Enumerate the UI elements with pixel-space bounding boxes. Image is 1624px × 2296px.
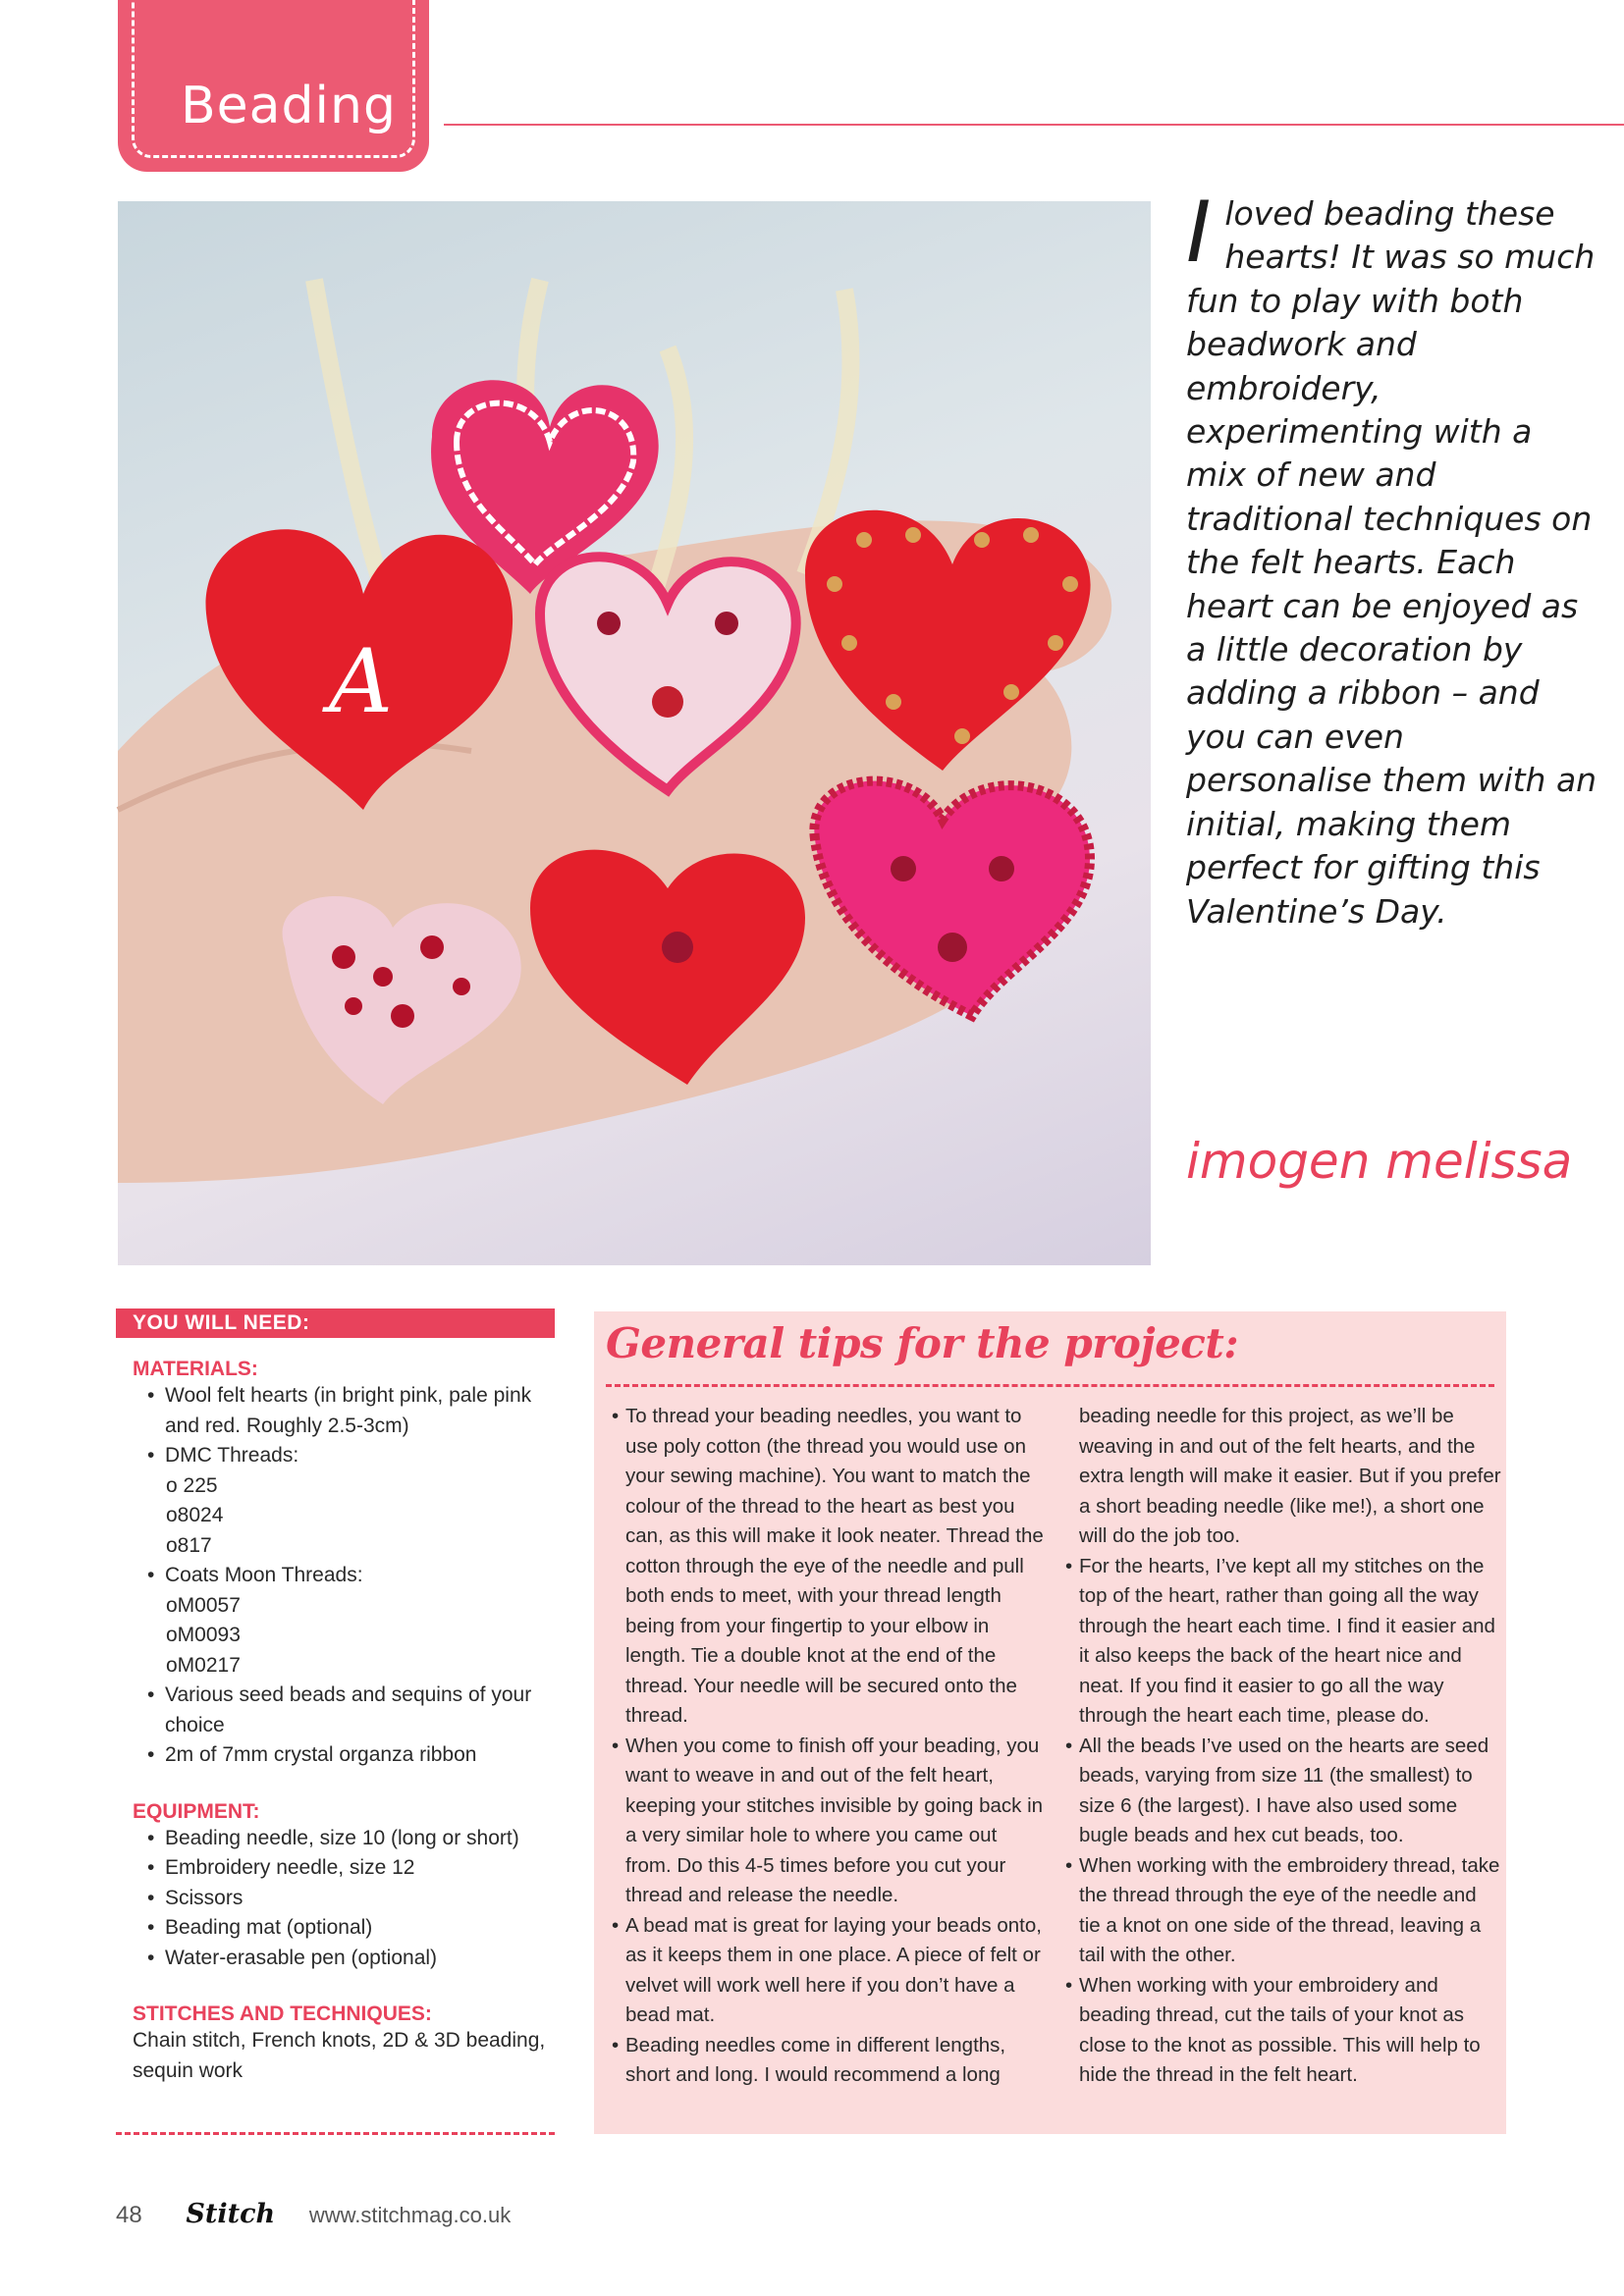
hearts-photo <box>118 201 1151 1265</box>
list-item: • Embroidery needle, size 12 <box>133 1853 555 1884</box>
tip-text: When you come to finish off your beading, you want to weave in and out of the felt heart, keeping your stitches invisible by going back in a very similar hole to where you came out from. Do this 4-5 times before you cut your thread and release the needle. <box>625 1734 1044 1906</box>
bead <box>597 612 621 635</box>
bead <box>891 856 916 881</box>
bead <box>652 686 683 718</box>
list-item: oM0057 <box>166 1593 241 1617</box>
list-item: • Scissors <box>133 1884 555 1914</box>
tip-item: • When you come to finish off your beading, you want to weave in and out of the felt heart, keeping your stitches invisible by going back in a very similar hole to where you came out from. Do this 4-5 times before you cut your thread and release the needle. <box>612 1734 1044 1906</box>
tip-item: • To thread your beading needles, you want to use poly cotton (the thread you would use on your sewing machine). You want to match the colour of the thread to the heart as best you can, as this will make it look neater. Thread the cotton through the eye of the needle and pull both ends to meet, with your thread length being from your fingertip to your elbow in length. Tie a double knot at the end of the thread. Your needle will be secured onto the thread. <box>612 1405 1044 1727</box>
tip-item: • All the beads I’ve used on the hearts are seed beads, varying from size 11 (the smallest) to size 6 (the largest). I have also used some bugle beads and hex cut beads, too. <box>1065 1734 1489 1846</box>
tip-text: A bead mat is great for laying your beads onto, as it keeps them in one place. A piece of felt or velvet will work well here if you don’t have a bead mat. <box>625 1913 1042 2026</box>
website-url[interactable]: www.stitchmag.co.uk <box>308 2203 512 2227</box>
list-item: • Beading mat (optional) <box>133 1913 555 1944</box>
tips-title: General tips for the project: <box>606 1319 1239 1367</box>
heart-initial-letter: A <box>329 630 393 733</box>
stitches-title: STITCHES AND TECHNIQUES: <box>133 2002 432 2025</box>
section-label: Beading <box>181 77 397 135</box>
you-will-need-header: YOU WILL NEED: <box>116 1308 555 1338</box>
header-rule <box>444 124 1624 126</box>
list-item: • Beading needle, size 10 (long or short) <box>133 1824 555 1854</box>
list-item: • Water-erasable pen (optional) <box>133 1944 555 1974</box>
list-item: oM0093 <box>166 1624 241 1646</box>
tip-text: When working with your embroidery and beading thread, cut the tails of your knot as close to the knot as possible. This will help to hide the thread in the felt heart. <box>1079 1973 1481 2086</box>
list-item: o817 <box>166 1533 212 1557</box>
list-item: • 2m of 7mm crystal organza ribbon <box>133 1740 555 1771</box>
tips-divider <box>606 1384 1494 1387</box>
bead <box>938 933 967 962</box>
tip-item: • When working with your embroidery and beading thread, cut the tails of your knot as close to the knot as possible. This will help to hide the thread in the felt heart. <box>1065 1973 1481 2086</box>
tip-item: • For the hearts, I’ve kept all my stitches on the top of the heart, rather than going all the way through the heart each time. I find it easier and it also keeps the back of the heart nice and neat. If you find it easier to go all the way through the heart each time, please do. <box>1065 1554 1495 1727</box>
drop-cap: I <box>1186 184 1212 282</box>
tips-column-2 <box>1065 1402 1501 2091</box>
bead <box>662 932 693 963</box>
list-item: o 225 <box>166 1473 218 1497</box>
tip-text: For the hearts, I’ve kept all my stitches on the top of the heart, rather than going all the way through the heart each time. I find it easier and it also keeps the back of the heart nice and neat. If you find it easier to go all the way through the heart each time, please do. <box>1079 1554 1495 1727</box>
equipment-list <box>116 1824 555 1974</box>
page-number: 48 <box>116 2202 142 2228</box>
tip-text: beading needle for this project, as we’ll be weaving in and out of the felt hearts, and the extra length will make it easier. But if you prefer a short beading needle (like me!), a short one will do the job too. <box>1079 1405 1501 1547</box>
tips-column-1 <box>612 1402 1048 2091</box>
list-item: • Coats Moon Threads: <box>133 1561 555 1591</box>
list-item: oM0217 <box>166 1653 241 1677</box>
equipment-title: EQUIPMENT: <box>133 1799 260 1823</box>
you-will-need-box <box>116 1308 555 2086</box>
magazine-logo: Stitch <box>186 2199 276 2229</box>
needs-bottom-rule <box>116 2132 555 2135</box>
materials-title: MATERIALS: <box>133 1358 258 1380</box>
list-item: o8024 <box>166 1504 224 1526</box>
signature-text: imogen melissa <box>1186 1133 1573 1190</box>
intro-body: loved beading these hearts! It was so much fun to play with both beadwork and embroidery, experimenting with a mix of new and traditional techniques on the felt hearts. Each heart can be enjoyed as a little decoration by adding a ribbon – and you can even personalise them with an initial, making them perfect for gifting this Valentine’s Day. <box>1186 194 1597 931</box>
hearts-illustration <box>118 201 1151 1265</box>
list-item: • Wool felt hearts (in bright pink, pale pink and red. Roughly 2.5-3cm) <box>133 1381 555 1441</box>
bead <box>989 856 1014 881</box>
tip-item: • Beading needles come in different lengths, short and long. I would recommend a long <box>612 2033 1006 2086</box>
tip-item: • A bead mat is great for laying your beads onto, as it keeps them in one place. A piece of felt or velvet will work well here if you don’t have a bead mat. <box>612 1913 1042 2026</box>
tip-text: All the beads I’ve used on the hearts are seed beads, varying from size 11 (the smallest) to size 6 (the largest). I have also used some bugle beads and hex cut beads, too. <box>1079 1734 1489 1846</box>
intro-text <box>1186 184 1598 934</box>
author-signature <box>1186 1119 1573 1207</box>
tip-text: Beading needles come in different lengths, short and long. I would recommend a long <box>625 2033 1006 2086</box>
section-tab <box>118 0 429 172</box>
bead <box>715 612 738 635</box>
stitches-text: Chain stitch, French knots, 2D & 3D beading, sequin work <box>133 2029 546 2082</box>
materials-list <box>116 1381 555 1771</box>
tip-continuation <box>1079 1402 1501 1552</box>
tips-box <box>594 1311 1506 2134</box>
list-item: • Various seed beads and sequins of your choice <box>133 1681 555 1740</box>
list-item: • DMC Threads: <box>133 1441 555 1471</box>
tip-text: To thread your beading needles, you want to use poly cotton (the thread you would use on your sewing machine). You want to match the colour of the thread to the heart as best you can, as this will make it look neater. Thread the cotton through the eye of the needle and pull both ends to meet, with your thread length being from your fingertip to your elbow in length. Tie a double knot at the end of the thread. Your needle will be secured onto the thread. <box>625 1405 1044 1727</box>
tip-text: When working with the embroidery thread, take the thread through the eye of the needle and tie a knot on one side of the thread, leaving a tail with the other. <box>1079 1853 1500 1966</box>
page-footer <box>116 2199 511 2229</box>
tip-item: • When working with the embroidery thread, take the thread through the eye of the needle and tie a knot on one side of the thread, leaving a tail with the other. <box>1065 1853 1500 1966</box>
